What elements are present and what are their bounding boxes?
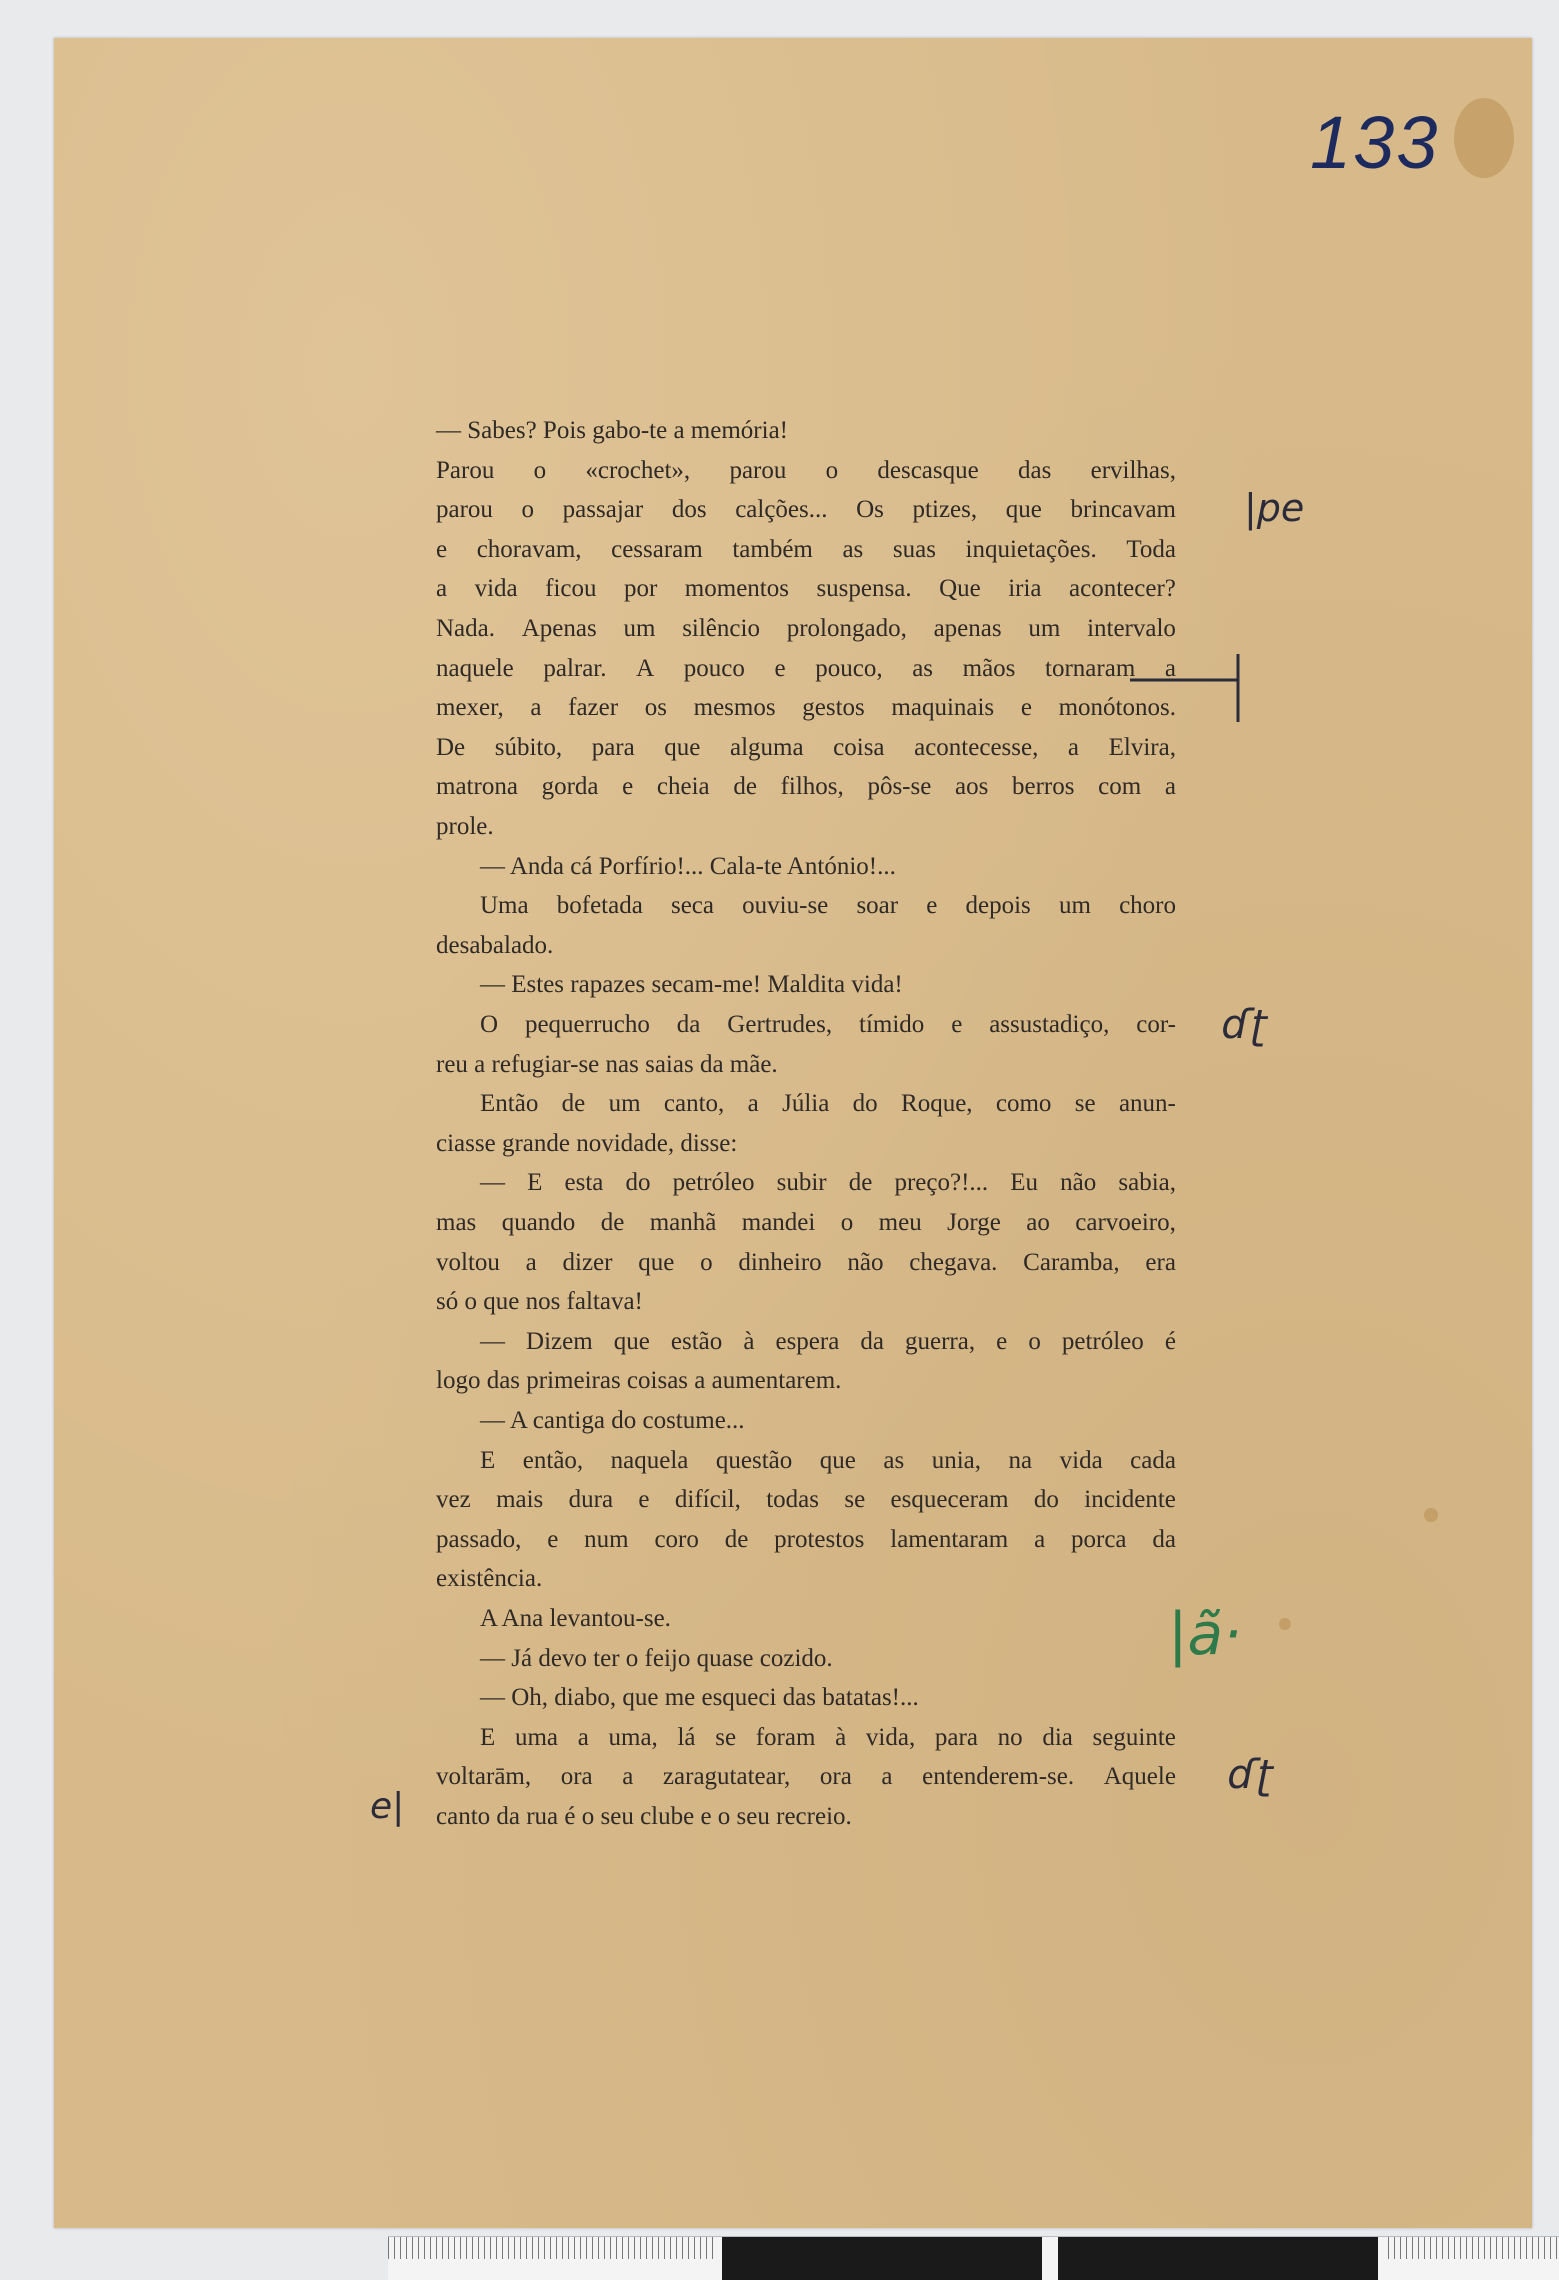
margin-note-pe: |pe [1244, 486, 1305, 530]
ruler-ticks [388, 2237, 718, 2259]
text-line: A Ana levantou-se. [480, 1605, 671, 1632]
paper-stain [1454, 98, 1514, 178]
text-line: naquele palrar. A pouco e pouco, as mãos tornaram a [436, 654, 1176, 682]
text-line: — Dizem que estão à espera da guerra, e o petróleo é [480, 1327, 1176, 1355]
text-line: ciasse grande novidade, disse: [436, 1129, 738, 1157]
text-line: passado, e num coro de protestos lamentaram a porca da [436, 1525, 1176, 1553]
margin-bracket-mark [1128, 650, 1248, 730]
text-line: — Sabes? Pois gabo-te a memória! [436, 417, 788, 444]
text-line: — A cantiga do costume... [480, 1407, 745, 1434]
text-line: e choravam, cessaram também as suas inquietações. Toda [436, 535, 1176, 563]
text-line: E uma a uma, lá se foram à vida, para no dia seguinte [480, 1723, 1176, 1751]
text-line: matrona gorda e cheia de filhos, pôs-se aos berros com a [436, 773, 1176, 801]
text-line: reu a refugiar-se nas saias da mãe. [436, 1050, 778, 1078]
margin-note-el: e| [370, 1786, 405, 1827]
text-line: mexer, a fazer os mesmos gestos maquinais e monótonos. [436, 694, 1176, 722]
text-line: — Oh, diabo, que me esqueci das batatas!... [480, 1684, 919, 1712]
ruler-block [722, 2237, 1042, 2280]
text-line: Uma bofetada seca ouviu-se soar e depois um choro [480, 892, 1176, 920]
text-line: — Já devo ter o feijo quase cozido. [480, 1644, 833, 1672]
text-line: mas quando de manhã mandei o meu Jorge ao carvoeiro, [436, 1209, 1176, 1236]
text-line: logo das primeiras coisas a aumentarem. [436, 1367, 842, 1395]
text-line: voltarām, ora a zaragutatear, ora a entenderem-se. Aquele [436, 1763, 1176, 1791]
text-line: vez mais dura e difícil, todas se esqueceram do incidente [436, 1486, 1176, 1514]
margin-note-nt-2: ɗʈ [1228, 1752, 1273, 1798]
text-line: canto da rua é o seu clube e o seu recreio. [436, 1803, 852, 1830]
margin-note-a: |ã· [1168, 1600, 1242, 1668]
text-line: — E esta do petróleo subir de preço?!... Eu não sabia, [480, 1169, 1176, 1197]
text-line: — Estes rapazes secam-me! Maldita vida! [480, 971, 903, 999]
paper-stain [1279, 1618, 1291, 1630]
manuscript-page [54, 38, 1532, 2228]
text-line: existência. [436, 1565, 543, 1593]
ruler-ticks [1388, 2237, 1559, 2259]
text-line: Nada. Apenas um silêncio prolongado, apenas um intervalo [436, 615, 1176, 642]
text-line: a vida ficou por momentos suspensa. Que iria acontecer? [436, 575, 1176, 603]
text-line: só o que nos faltava! [436, 1288, 643, 1316]
text-line: desabalado. [436, 931, 554, 959]
text-line: parou o passajar dos calções... Os ptizes, que brincavam [436, 496, 1176, 524]
paper-stain [1424, 1508, 1438, 1522]
text-line: O pequerrucho da Gertrudes, tímido e assustadiço, cor- [480, 1011, 1176, 1038]
page-number: 133 [1310, 101, 1440, 184]
margin-note-nt-1: ɗʈ [1222, 1002, 1267, 1048]
text-line: prole. [436, 813, 494, 840]
text-line: Então de um canto, a Júlia do Roque, como se anun- [480, 1090, 1176, 1118]
text-line: — Anda cá Porfírio!... Cala-te António!... [480, 852, 896, 880]
scale-ruler [388, 2236, 1559, 2280]
text-line: De súbito, para que alguma coisa acontecesse, a Elvira, [436, 733, 1176, 761]
text-line: E então, naquela questão que as unia, na vida cada [480, 1446, 1176, 1474]
text-line: voltou a dizer que o dinheiro não chegava. Caramba, era [436, 1248, 1176, 1276]
ruler-block [1058, 2237, 1378, 2280]
text-line: Parou o «crochet», parou o descasque das ervilhas, [436, 456, 1176, 484]
